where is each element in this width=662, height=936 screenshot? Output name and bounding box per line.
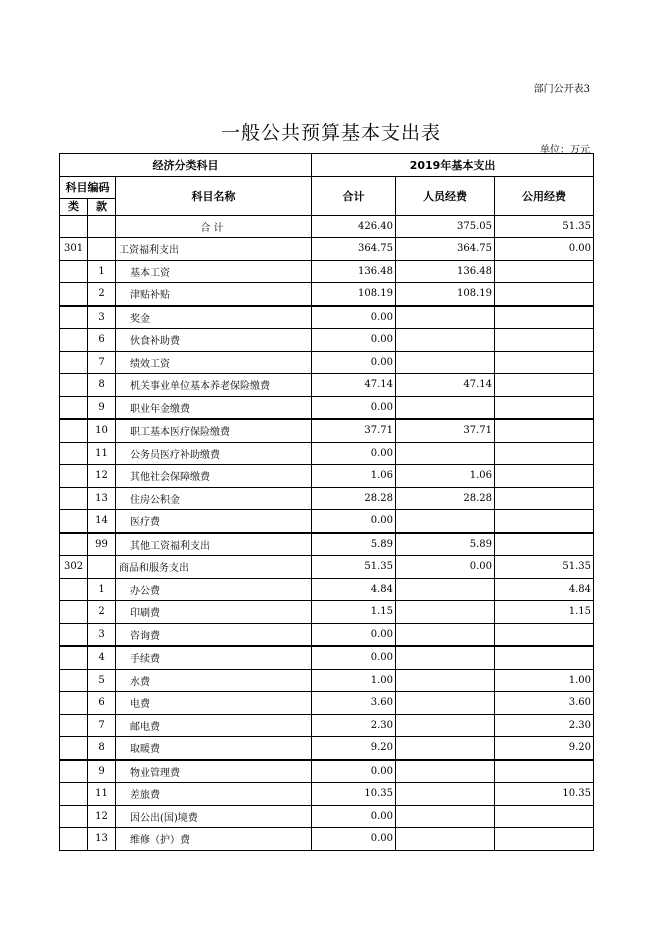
cell-total: 0.00 <box>312 828 396 851</box>
cell-kuan: 11 <box>88 442 116 465</box>
cell-lei <box>60 465 88 488</box>
cell-public <box>495 374 594 397</box>
cell-personnel <box>396 828 495 851</box>
cell-total: 10.35 <box>312 783 396 806</box>
cell-name: 住房公积金 <box>116 487 312 510</box>
cell-personnel: 108.19 <box>396 283 495 306</box>
cell-lei <box>60 442 88 465</box>
cell-name: 绩效工资 <box>116 351 312 374</box>
cell-name: 医疗费 <box>116 510 312 533</box>
cell-public <box>495 260 594 283</box>
cell-total: 364.75 <box>312 238 396 261</box>
cell-public <box>495 442 594 465</box>
cell-name: 水费 <box>116 669 312 692</box>
cell-kuan: 12 <box>88 465 116 488</box>
cell-kuan: 7 <box>88 351 116 374</box>
cell-kuan: 7 <box>88 714 116 737</box>
cell-kuan: 99 <box>88 533 116 556</box>
cell-personnel <box>396 783 495 806</box>
cell-public <box>495 533 594 556</box>
cell-personnel <box>396 623 495 646</box>
cell-kuan: 13 <box>88 828 116 851</box>
cell-lei: 301 <box>60 238 88 261</box>
cell-kuan: 11 <box>88 783 116 806</box>
cell-name: 其他社会保障缴费 <box>116 465 312 488</box>
cell-lei <box>60 669 88 692</box>
cell-kuan: 8 <box>88 737 116 760</box>
cell-lei <box>60 623 88 646</box>
cell-personnel <box>396 714 495 737</box>
cell-personnel <box>396 669 495 692</box>
cell-public: 51.35 <box>495 215 594 238</box>
cell-lei <box>60 783 88 806</box>
cell-public: 10.35 <box>495 783 594 806</box>
cell-personnel: 47.14 <box>396 374 495 397</box>
cell-lei <box>60 533 88 556</box>
table-row <box>60 396 594 419</box>
cell-public <box>495 805 594 828</box>
table-row <box>60 692 594 715</box>
cell-name: 手续费 <box>116 646 312 669</box>
header-econ-class: 经济分类科目 <box>60 154 312 177</box>
cell-total: 1.15 <box>312 601 396 624</box>
table-row <box>60 623 594 646</box>
cell-public <box>495 396 594 419</box>
header-public: 公用经费 <box>495 176 594 215</box>
header-basic-expenditure: 2019年基本支出 <box>312 154 594 177</box>
cell-personnel <box>396 805 495 828</box>
table-row <box>60 578 594 601</box>
cell-personnel: 0.00 <box>396 556 495 579</box>
cell-lei <box>60 692 88 715</box>
cell-kuan: 14 <box>88 510 116 533</box>
cell-name: 合计 <box>116 215 312 238</box>
cell-kuan: 3 <box>88 306 116 329</box>
cell-public <box>495 465 594 488</box>
cell-lei <box>60 260 88 283</box>
cell-personnel <box>396 692 495 715</box>
cell-personnel <box>396 578 495 601</box>
cell-kuan: 5 <box>88 669 116 692</box>
cell-name: 津贴补贴 <box>116 283 312 306</box>
cell-personnel <box>396 737 495 760</box>
cell-name: 因公出(国)境费 <box>116 805 312 828</box>
table-row <box>60 783 594 806</box>
cell-personnel: 1.06 <box>396 465 495 488</box>
cell-total: 37.71 <box>312 419 396 442</box>
cell-lei <box>60 601 88 624</box>
cell-personnel <box>396 601 495 624</box>
cell-personnel <box>396 329 495 352</box>
cell-personnel <box>396 646 495 669</box>
cell-name: 维修（护）费 <box>116 828 312 851</box>
cell-name: 差旅费 <box>116 783 312 806</box>
cell-total: 0.00 <box>312 306 396 329</box>
table-row <box>60 351 594 374</box>
table-body <box>60 215 594 850</box>
cell-lei <box>60 714 88 737</box>
cell-lei <box>60 578 88 601</box>
cell-public <box>495 646 594 669</box>
cell-personnel: 28.28 <box>396 487 495 510</box>
cell-public <box>495 329 594 352</box>
cell-kuan: 4 <box>88 646 116 669</box>
cell-lei <box>60 646 88 669</box>
table-row <box>60 419 594 442</box>
cell-total: 3.60 <box>312 692 396 715</box>
cell-total: 0.00 <box>312 351 396 374</box>
cell-name: 公务员医疗补助缴费 <box>116 442 312 465</box>
header-name: 科目名称 <box>116 176 312 215</box>
cell-lei <box>60 283 88 306</box>
cell-name: 办公费 <box>116 578 312 601</box>
budget-table <box>59 153 594 851</box>
table-row <box>60 601 594 624</box>
table-row <box>60 465 594 488</box>
cell-lei <box>60 306 88 329</box>
cell-public <box>495 419 594 442</box>
header-code: 科目编码 <box>65 180 110 194</box>
cell-total: 0.00 <box>312 442 396 465</box>
cell-total: 1.06 <box>312 465 396 488</box>
cell-lei <box>60 737 88 760</box>
cell-personnel <box>396 442 495 465</box>
cell-name: 咨询费 <box>116 623 312 646</box>
cell-lei <box>60 215 88 238</box>
cell-public <box>495 510 594 533</box>
cell-kuan: 1 <box>88 578 116 601</box>
cell-kuan: 9 <box>88 396 116 419</box>
cell-personnel: 5.89 <box>396 533 495 556</box>
cell-public: 9.20 <box>495 737 594 760</box>
cell-name: 职业年金缴费 <box>116 396 312 419</box>
table-row <box>60 260 594 283</box>
cell-personnel: 375.05 <box>396 215 495 238</box>
table-row <box>60 238 594 261</box>
cell-kuan: 8 <box>88 374 116 397</box>
cell-name: 奖金 <box>116 306 312 329</box>
cell-name: 取暖费 <box>116 737 312 760</box>
table-row <box>60 714 594 737</box>
cell-total: 47.14 <box>312 374 396 397</box>
cell-total: 0.00 <box>312 510 396 533</box>
cell-name: 伙食补助费 <box>116 329 312 352</box>
cell-public: 0.00 <box>495 238 594 261</box>
cell-total: 0.00 <box>312 805 396 828</box>
cell-total: 1.00 <box>312 669 396 692</box>
cell-total: 0.00 <box>312 623 396 646</box>
cell-lei <box>60 419 88 442</box>
cell-public <box>495 828 594 851</box>
table-row <box>60 374 594 397</box>
cell-kuan <box>88 215 116 238</box>
table-row <box>60 556 594 579</box>
cell-public <box>495 487 594 510</box>
cell-public: 3.60 <box>495 692 594 715</box>
cell-public <box>495 760 594 783</box>
cell-name: 印刷费 <box>116 601 312 624</box>
cell-total: 0.00 <box>312 646 396 669</box>
cell-personnel <box>396 351 495 374</box>
table-row <box>60 669 594 692</box>
table-row <box>60 487 594 510</box>
cell-kuan: 2 <box>88 283 116 306</box>
cell-kuan: 1 <box>88 260 116 283</box>
cell-kuan: 10 <box>88 419 116 442</box>
cell-total: 4.84 <box>312 578 396 601</box>
cell-lei <box>60 805 88 828</box>
header-kuan: 款 <box>88 198 116 215</box>
cell-kuan: 12 <box>88 805 116 828</box>
cell-kuan: 2 <box>88 601 116 624</box>
cell-total: 28.28 <box>312 487 396 510</box>
cell-lei <box>60 374 88 397</box>
cell-total: 2.30 <box>312 714 396 737</box>
cell-personnel <box>396 396 495 419</box>
cell-public <box>495 623 594 646</box>
cell-lei <box>60 828 88 851</box>
cell-kuan: 3 <box>88 623 116 646</box>
cell-total: 5.89 <box>312 533 396 556</box>
cell-public: 1.15 <box>495 601 594 624</box>
cell-lei: 302 <box>60 556 88 579</box>
cell-kuan <box>88 556 116 579</box>
cell-lei <box>60 510 88 533</box>
cell-total: 426.40 <box>312 215 396 238</box>
cell-name: 基本工资 <box>116 260 312 283</box>
cell-name: 职工基本医疗保险缴费 <box>116 419 312 442</box>
cell-total: 0.00 <box>312 396 396 419</box>
cell-personnel <box>396 760 495 783</box>
table-row <box>60 510 594 533</box>
page-label: 部门公开表3 <box>533 84 590 95</box>
cell-kuan: 13 <box>88 487 116 510</box>
cell-lei <box>60 760 88 783</box>
cell-lei <box>60 329 88 352</box>
cell-name: 工资福利支出 <box>116 238 312 261</box>
cell-total: 0.00 <box>312 760 396 783</box>
header-lei: 类 <box>60 198 88 215</box>
cell-personnel <box>396 306 495 329</box>
cell-total: 136.48 <box>312 260 396 283</box>
cell-personnel: 136.48 <box>396 260 495 283</box>
cell-name: 商品和服务支出 <box>116 556 312 579</box>
table-row <box>60 760 594 783</box>
cell-public <box>495 306 594 329</box>
cell-total: 9.20 <box>312 737 396 760</box>
cell-kuan: 6 <box>88 692 116 715</box>
table-row <box>60 329 594 352</box>
cell-lei <box>60 396 88 419</box>
cell-lei <box>60 351 88 374</box>
cell-kuan <box>88 238 116 261</box>
page-title: 一般公共预算基本支出表 <box>220 122 441 144</box>
table-row <box>60 533 594 556</box>
table-row <box>60 737 594 760</box>
header-code-group <box>60 176 116 198</box>
cell-public: 1.00 <box>495 669 594 692</box>
cell-kuan: 9 <box>88 760 116 783</box>
table-row <box>60 646 594 669</box>
cell-name: 电费 <box>116 692 312 715</box>
header-personnel: 人员经费 <box>396 176 495 215</box>
cell-kuan: 6 <box>88 329 116 352</box>
cell-total: 0.00 <box>312 329 396 352</box>
cell-personnel <box>396 510 495 533</box>
cell-personnel: 37.71 <box>396 419 495 442</box>
cell-public <box>495 351 594 374</box>
table-row <box>60 215 594 238</box>
cell-total: 51.35 <box>312 556 396 579</box>
cell-personnel: 364.75 <box>396 238 495 261</box>
cell-name: 其他工资福利支出 <box>116 533 312 556</box>
table-row <box>60 828 594 851</box>
unit-label: 单位：万元 <box>540 145 590 156</box>
table-row <box>60 306 594 329</box>
table-row <box>60 442 594 465</box>
cell-name: 机关事业单位基本养老保险缴费 <box>116 374 312 397</box>
cell-name: 物业管理费 <box>116 760 312 783</box>
header-total: 合计 <box>312 176 396 215</box>
cell-public: 4.84 <box>495 578 594 601</box>
cell-public: 51.35 <box>495 556 594 579</box>
table-row <box>60 283 594 306</box>
cell-name: 邮电费 <box>116 714 312 737</box>
cell-total: 108.19 <box>312 283 396 306</box>
cell-public <box>495 283 594 306</box>
table-row <box>60 805 594 828</box>
cell-public: 2.30 <box>495 714 594 737</box>
cell-lei <box>60 487 88 510</box>
